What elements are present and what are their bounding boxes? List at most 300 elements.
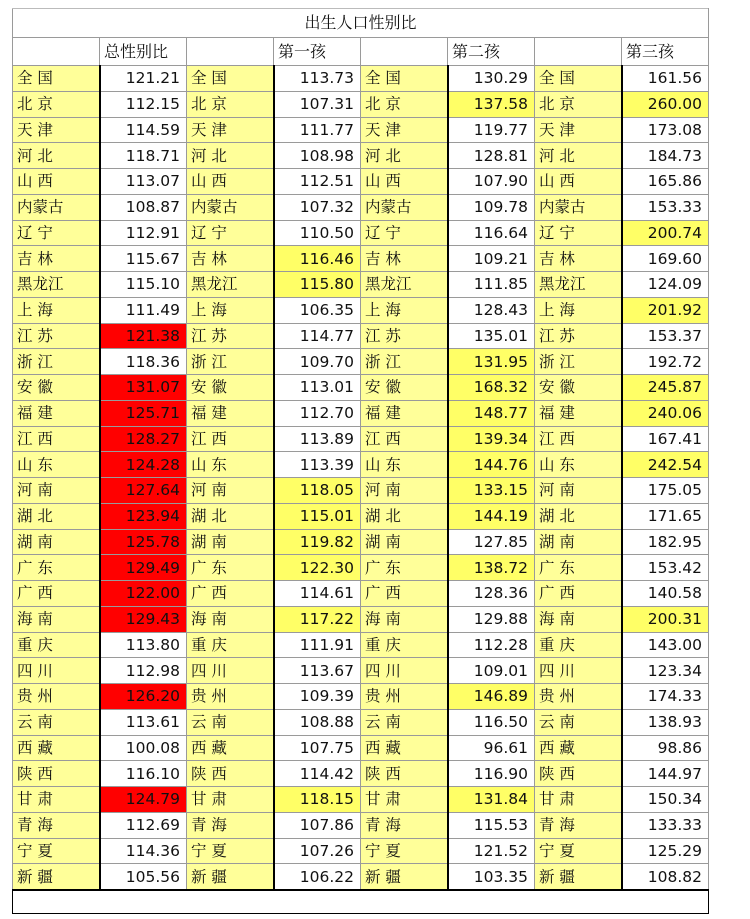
region-name-cell: 陕 西 — [13, 761, 100, 787]
region-name-cell: 内蒙古 — [535, 194, 622, 220]
ratio-value-cell: 125.71 — [100, 400, 187, 426]
region-name-cell: 新 疆 — [361, 864, 448, 890]
table-row — [13, 503, 709, 529]
ratio-value-cell: 148.77 — [448, 400, 535, 426]
ratio-value-cell: 153.42 — [622, 555, 709, 581]
ratio-value-cell: 118.05 — [274, 478, 361, 504]
ratio-value-cell: 200.31 — [622, 606, 709, 632]
ratio-value-cell: 182.95 — [622, 529, 709, 555]
ratio-value-cell: 115.80 — [274, 272, 361, 298]
ratio-value-cell: 150.34 — [622, 787, 709, 813]
region-name-cell: 河 北 — [13, 143, 100, 169]
region-name-cell: 全 国 — [361, 66, 448, 92]
ratio-value-cell: 114.59 — [100, 117, 187, 143]
region-name-cell: 陕 西 — [535, 761, 622, 787]
ratio-value-cell: 113.61 — [100, 709, 187, 735]
ratio-value-cell: 121.38 — [100, 323, 187, 349]
region-name-cell: 四 川 — [13, 658, 100, 684]
region-name-cell: 福 建 — [535, 400, 622, 426]
column-header-blank — [187, 38, 274, 66]
ratio-value-cell: 109.39 — [274, 684, 361, 710]
ratio-value-cell: 116.90 — [448, 761, 535, 787]
region-name-cell: 青 海 — [13, 812, 100, 838]
ratio-value-cell: 112.91 — [100, 220, 187, 246]
ratio-value-cell: 200.74 — [622, 220, 709, 246]
table-row — [13, 838, 709, 864]
region-name-cell: 安 徽 — [535, 375, 622, 401]
table-row — [13, 349, 709, 375]
ratio-value-cell: 118.36 — [100, 349, 187, 375]
ratio-value-cell: 114.61 — [274, 581, 361, 607]
region-name-cell: 江 西 — [361, 426, 448, 452]
region-name-cell: 北 京 — [535, 91, 622, 117]
region-name-cell: 内蒙古 — [361, 194, 448, 220]
region-name-cell: 云 南 — [361, 709, 448, 735]
table-row — [13, 555, 709, 581]
ratio-value-cell: 98.86 — [622, 735, 709, 761]
ratio-value-cell: 112.51 — [274, 169, 361, 195]
region-name-cell: 浙 江 — [187, 349, 274, 375]
table-row — [13, 606, 709, 632]
ratio-value-cell: 192.72 — [622, 349, 709, 375]
region-name-cell: 上 海 — [187, 297, 274, 323]
ratio-value-cell: 169.60 — [622, 246, 709, 272]
table-row — [13, 91, 709, 117]
ratio-value-cell: 135.01 — [448, 323, 535, 349]
ratio-value-cell: 123.34 — [622, 658, 709, 684]
ratio-value-cell: 112.28 — [448, 632, 535, 658]
region-name-cell: 山 西 — [13, 169, 100, 195]
region-name-cell: 福 建 — [187, 400, 274, 426]
ratio-value-cell: 121.52 — [448, 838, 535, 864]
ratio-value-cell: 126.20 — [100, 684, 187, 710]
column-header-blank — [535, 38, 622, 66]
region-name-cell: 北 京 — [187, 91, 274, 117]
ratio-value-cell: 138.93 — [622, 709, 709, 735]
blank-footer-row — [13, 890, 709, 914]
ratio-value-cell: 107.90 — [448, 169, 535, 195]
region-name-cell: 宁 夏 — [13, 838, 100, 864]
region-name-cell: 上 海 — [535, 297, 622, 323]
ratio-value-cell: 113.39 — [274, 452, 361, 478]
ratio-value-cell: 110.50 — [274, 220, 361, 246]
ratio-value-cell: 116.50 — [448, 709, 535, 735]
ratio-value-cell: 129.49 — [100, 555, 187, 581]
ratio-value-cell: 116.10 — [100, 761, 187, 787]
ratio-value-cell: 116.46 — [274, 246, 361, 272]
region-name-cell: 重 庆 — [187, 632, 274, 658]
region-name-cell: 广 西 — [361, 581, 448, 607]
region-name-cell: 广 西 — [13, 581, 100, 607]
region-name-cell: 河 南 — [187, 478, 274, 504]
ratio-value-cell: 106.35 — [274, 297, 361, 323]
table-row — [13, 812, 709, 838]
region-name-cell: 广 东 — [13, 555, 100, 581]
table-row — [13, 220, 709, 246]
region-name-cell: 辽 宁 — [361, 220, 448, 246]
region-name-cell: 湖 北 — [361, 503, 448, 529]
region-name-cell: 安 徽 — [187, 375, 274, 401]
region-name-cell: 河 北 — [535, 143, 622, 169]
ratio-value-cell: 143.00 — [622, 632, 709, 658]
ratio-value-cell: 109.01 — [448, 658, 535, 684]
region-name-cell: 湖 北 — [13, 503, 100, 529]
ratio-value-cell: 108.88 — [274, 709, 361, 735]
ratio-value-cell: 130.29 — [448, 66, 535, 92]
region-name-cell: 北 京 — [13, 91, 100, 117]
region-name-cell: 宁 夏 — [187, 838, 274, 864]
column-header-blank — [361, 38, 448, 66]
table-row — [13, 297, 709, 323]
region-name-cell: 重 庆 — [361, 632, 448, 658]
region-name-cell: 贵 州 — [13, 684, 100, 710]
table-row — [13, 117, 709, 143]
table-row — [13, 761, 709, 787]
ratio-value-cell: 144.19 — [448, 503, 535, 529]
region-name-cell: 宁 夏 — [361, 838, 448, 864]
region-name-cell: 西 藏 — [187, 735, 274, 761]
region-name-cell: 江 西 — [535, 426, 622, 452]
ratio-value-cell: 127.64 — [100, 478, 187, 504]
table-row — [13, 169, 709, 195]
region-name-cell: 陕 西 — [187, 761, 274, 787]
ratio-value-cell: 115.10 — [100, 272, 187, 298]
region-name-cell: 福 建 — [13, 400, 100, 426]
region-name-cell: 黑龙江 — [535, 272, 622, 298]
region-name-cell: 新 疆 — [13, 864, 100, 890]
column-header-blank — [13, 38, 100, 66]
region-name-cell: 黑龙江 — [13, 272, 100, 298]
region-name-cell: 云 南 — [13, 709, 100, 735]
ratio-value-cell: 118.15 — [274, 787, 361, 813]
region-name-cell: 宁 夏 — [535, 838, 622, 864]
ratio-value-cell: 128.36 — [448, 581, 535, 607]
region-name-cell: 海 南 — [13, 606, 100, 632]
ratio-value-cell: 173.08 — [622, 117, 709, 143]
ratio-value-cell: 107.31 — [274, 91, 361, 117]
ratio-value-cell: 111.49 — [100, 297, 187, 323]
region-name-cell: 浙 江 — [535, 349, 622, 375]
ratio-value-cell: 125.29 — [622, 838, 709, 864]
ratio-value-cell: 113.89 — [274, 426, 361, 452]
table-row — [13, 529, 709, 555]
region-name-cell: 湖 南 — [535, 529, 622, 555]
ratio-value-cell: 124.79 — [100, 787, 187, 813]
ratio-value-cell: 118.71 — [100, 143, 187, 169]
ratio-value-cell: 109.78 — [448, 194, 535, 220]
ratio-value-cell: 127.85 — [448, 529, 535, 555]
table-row — [13, 272, 709, 298]
ratio-value-cell: 260.00 — [622, 91, 709, 117]
ratio-value-cell: 175.05 — [622, 478, 709, 504]
region-name-cell: 湖 南 — [361, 529, 448, 555]
table-row — [13, 735, 709, 761]
region-name-cell: 西 藏 — [13, 735, 100, 761]
ratio-value-cell: 106.22 — [274, 864, 361, 890]
table-row — [13, 400, 709, 426]
column-header: 第二孩 — [448, 38, 535, 66]
region-name-cell: 河 南 — [13, 478, 100, 504]
ratio-value-cell: 153.33 — [622, 194, 709, 220]
region-name-cell: 四 川 — [535, 658, 622, 684]
ratio-value-cell: 128.81 — [448, 143, 535, 169]
ratio-value-cell: 131.95 — [448, 349, 535, 375]
region-name-cell: 安 徽 — [361, 375, 448, 401]
region-name-cell: 江 西 — [13, 426, 100, 452]
region-name-cell: 甘 肃 — [535, 787, 622, 813]
region-name-cell: 四 川 — [361, 658, 448, 684]
ratio-value-cell: 112.69 — [100, 812, 187, 838]
region-name-cell: 青 海 — [361, 812, 448, 838]
ratio-value-cell: 122.30 — [274, 555, 361, 581]
ratio-value-cell: 240.06 — [622, 400, 709, 426]
region-name-cell: 四 川 — [187, 658, 274, 684]
region-name-cell: 青 海 — [535, 812, 622, 838]
ratio-value-cell: 124.28 — [100, 452, 187, 478]
ratio-value-cell: 245.87 — [622, 375, 709, 401]
region-name-cell: 新 疆 — [535, 864, 622, 890]
ratio-value-cell: 124.09 — [622, 272, 709, 298]
region-name-cell: 全 国 — [535, 66, 622, 92]
ratio-value-cell: 114.77 — [274, 323, 361, 349]
region-name-cell: 贵 州 — [361, 684, 448, 710]
region-name-cell: 天 津 — [13, 117, 100, 143]
ratio-value-cell: 123.94 — [100, 503, 187, 529]
ratio-value-cell: 144.97 — [622, 761, 709, 787]
ratio-value-cell: 107.26 — [274, 838, 361, 864]
region-name-cell: 福 建 — [361, 400, 448, 426]
table-row — [13, 452, 709, 478]
ratio-value-cell: 129.88 — [448, 606, 535, 632]
table-row — [13, 658, 709, 684]
region-name-cell: 山 西 — [361, 169, 448, 195]
ratio-value-cell: 108.82 — [622, 864, 709, 890]
region-name-cell: 重 庆 — [535, 632, 622, 658]
ratio-value-cell: 144.76 — [448, 452, 535, 478]
region-name-cell: 江 苏 — [361, 323, 448, 349]
ratio-value-cell: 113.67 — [274, 658, 361, 684]
ratio-value-cell: 184.73 — [622, 143, 709, 169]
column-header: 第一孩 — [274, 38, 361, 66]
region-name-cell: 黑龙江 — [361, 272, 448, 298]
spreadsheet — [12, 8, 708, 914]
region-name-cell: 青 海 — [187, 812, 274, 838]
region-name-cell: 辽 宁 — [187, 220, 274, 246]
region-name-cell: 甘 肃 — [187, 787, 274, 813]
ratio-value-cell: 112.98 — [100, 658, 187, 684]
region-name-cell: 北 京 — [361, 91, 448, 117]
region-name-cell: 西 藏 — [535, 735, 622, 761]
ratio-value-cell: 116.64 — [448, 220, 535, 246]
ratio-value-cell: 167.41 — [622, 426, 709, 452]
ratio-value-cell: 138.72 — [448, 555, 535, 581]
ratio-value-cell: 168.32 — [448, 375, 535, 401]
region-name-cell: 河 南 — [535, 478, 622, 504]
ratio-value-cell: 133.15 — [448, 478, 535, 504]
ratio-value-cell: 107.75 — [274, 735, 361, 761]
ratio-value-cell: 112.15 — [100, 91, 187, 117]
region-name-cell: 西 藏 — [361, 735, 448, 761]
region-name-cell: 江 苏 — [187, 323, 274, 349]
region-name-cell: 广 东 — [187, 555, 274, 581]
ratio-value-cell: 137.58 — [448, 91, 535, 117]
column-header: 第三孩 — [622, 38, 709, 66]
region-name-cell: 山 东 — [13, 452, 100, 478]
ratio-value-cell: 117.22 — [274, 606, 361, 632]
ratio-value-cell: 242.54 — [622, 452, 709, 478]
ratio-value-cell: 174.33 — [622, 684, 709, 710]
ratio-value-cell: 113.01 — [274, 375, 361, 401]
ratio-value-cell: 113.07 — [100, 169, 187, 195]
region-name-cell: 内蒙古 — [13, 194, 100, 220]
region-name-cell: 新 疆 — [187, 864, 274, 890]
region-name-cell: 广 西 — [187, 581, 274, 607]
region-name-cell: 浙 江 — [361, 349, 448, 375]
region-name-cell: 湖 北 — [187, 503, 274, 529]
table-row — [13, 246, 709, 272]
ratio-value-cell: 125.78 — [100, 529, 187, 555]
ratio-value-cell: 140.58 — [622, 581, 709, 607]
table-row — [13, 684, 709, 710]
region-name-cell: 江 西 — [187, 426, 274, 452]
ratio-value-cell: 161.56 — [622, 66, 709, 92]
ratio-value-cell: 129.43 — [100, 606, 187, 632]
region-name-cell: 上 海 — [361, 297, 448, 323]
region-name-cell: 河 北 — [361, 143, 448, 169]
region-name-cell: 广 东 — [361, 555, 448, 581]
region-name-cell: 贵 州 — [535, 684, 622, 710]
region-name-cell: 河 南 — [361, 478, 448, 504]
region-name-cell: 上 海 — [13, 297, 100, 323]
ratio-value-cell: 133.33 — [622, 812, 709, 838]
ratio-value-cell: 114.36 — [100, 838, 187, 864]
region-name-cell: 河 北 — [187, 143, 274, 169]
region-name-cell: 山 西 — [535, 169, 622, 195]
table-row — [13, 194, 709, 220]
ratio-value-cell: 105.56 — [100, 864, 187, 890]
ratio-value-cell: 165.86 — [622, 169, 709, 195]
region-name-cell: 江 苏 — [535, 323, 622, 349]
ratio-value-cell: 121.21 — [100, 66, 187, 92]
region-name-cell: 内蒙古 — [187, 194, 274, 220]
ratio-value-cell: 113.73 — [274, 66, 361, 92]
region-name-cell: 吉 林 — [13, 246, 100, 272]
ratio-value-cell: 107.32 — [274, 194, 361, 220]
region-name-cell: 云 南 — [187, 709, 274, 735]
ratio-value-cell: 100.08 — [100, 735, 187, 761]
table-row — [13, 787, 709, 813]
region-name-cell: 甘 肃 — [361, 787, 448, 813]
column-header: 总性别比 — [100, 38, 187, 66]
ratio-value-cell: 113.80 — [100, 632, 187, 658]
ratio-value-cell: 96.61 — [448, 735, 535, 761]
region-name-cell: 吉 林 — [535, 246, 622, 272]
region-name-cell: 全 国 — [187, 66, 274, 92]
region-name-cell: 海 南 — [187, 606, 274, 632]
ratio-value-cell: 119.77 — [448, 117, 535, 143]
ratio-value-cell: 108.98 — [274, 143, 361, 169]
table-row — [13, 709, 709, 735]
ratio-value-cell: 171.65 — [622, 503, 709, 529]
region-name-cell: 辽 宁 — [13, 220, 100, 246]
region-name-cell: 山 东 — [187, 452, 274, 478]
region-name-cell: 广 东 — [535, 555, 622, 581]
region-name-cell: 湖 南 — [13, 529, 100, 555]
table-row — [13, 323, 709, 349]
ratio-value-cell: 111.91 — [274, 632, 361, 658]
region-name-cell: 云 南 — [535, 709, 622, 735]
ratio-value-cell: 139.34 — [448, 426, 535, 452]
table-row — [13, 478, 709, 504]
table-row — [13, 632, 709, 658]
region-name-cell: 湖 南 — [187, 529, 274, 555]
table-row — [13, 864, 709, 890]
ratio-value-cell: 103.35 — [448, 864, 535, 890]
region-name-cell: 吉 林 — [361, 246, 448, 272]
ratio-value-cell: 119.82 — [274, 529, 361, 555]
region-name-cell: 天 津 — [535, 117, 622, 143]
ratio-value-cell: 153.37 — [622, 323, 709, 349]
ratio-value-cell: 115.01 — [274, 503, 361, 529]
region-name-cell: 山 东 — [535, 452, 622, 478]
region-name-cell: 安 徽 — [13, 375, 100, 401]
ratio-value-cell: 115.67 — [100, 246, 187, 272]
region-name-cell: 海 南 — [535, 606, 622, 632]
ratio-value-cell: 112.70 — [274, 400, 361, 426]
region-name-cell: 天 津 — [361, 117, 448, 143]
ratio-value-cell: 128.43 — [448, 297, 535, 323]
region-name-cell: 湖 北 — [535, 503, 622, 529]
region-name-cell: 全 国 — [13, 66, 100, 92]
ratio-value-cell: 131.84 — [448, 787, 535, 813]
ratio-value-cell: 122.00 — [100, 581, 187, 607]
ratio-value-cell: 128.27 — [100, 426, 187, 452]
region-name-cell: 江 苏 — [13, 323, 100, 349]
region-name-cell: 海 南 — [361, 606, 448, 632]
sex-ratio-table — [12, 8, 709, 914]
region-name-cell: 黑龙江 — [187, 272, 274, 298]
table-row — [13, 66, 709, 92]
region-name-cell: 浙 江 — [13, 349, 100, 375]
ratio-value-cell: 146.89 — [448, 684, 535, 710]
region-name-cell: 甘 肃 — [13, 787, 100, 813]
ratio-value-cell: 109.70 — [274, 349, 361, 375]
ratio-value-cell: 115.53 — [448, 812, 535, 838]
ratio-value-cell: 108.87 — [100, 194, 187, 220]
region-name-cell: 重 庆 — [13, 632, 100, 658]
ratio-value-cell: 201.92 — [622, 297, 709, 323]
region-name-cell: 山 西 — [187, 169, 274, 195]
table-row — [13, 143, 709, 169]
ratio-value-cell: 111.77 — [274, 117, 361, 143]
region-name-cell: 天 津 — [187, 117, 274, 143]
table-title: 出生人口性别比 — [13, 9, 709, 38]
ratio-value-cell: 114.42 — [274, 761, 361, 787]
table-row — [13, 581, 709, 607]
region-name-cell: 陕 西 — [361, 761, 448, 787]
table-row — [13, 426, 709, 452]
region-name-cell: 辽 宁 — [535, 220, 622, 246]
ratio-value-cell: 109.21 — [448, 246, 535, 272]
ratio-value-cell: 111.85 — [448, 272, 535, 298]
ratio-value-cell: 107.86 — [274, 812, 361, 838]
region-name-cell: 广 西 — [535, 581, 622, 607]
table-row — [13, 375, 709, 401]
region-name-cell: 吉 林 — [187, 246, 274, 272]
region-name-cell: 山 东 — [361, 452, 448, 478]
region-name-cell: 贵 州 — [187, 684, 274, 710]
ratio-value-cell: 131.07 — [100, 375, 187, 401]
